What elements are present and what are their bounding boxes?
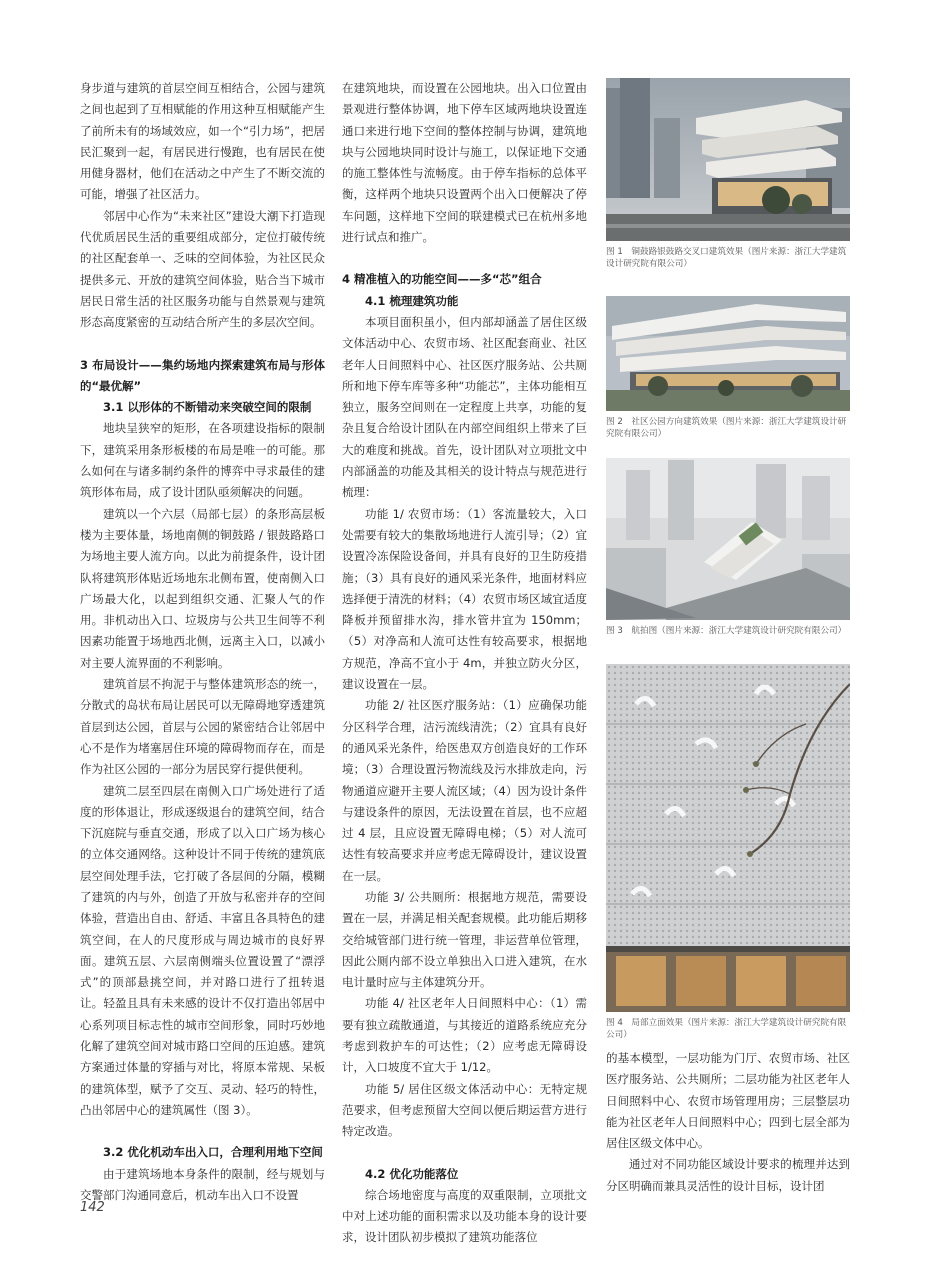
paragraph: 功能 5/ 居住区级文体活动中心：无特定规范要求，但考虑预留大空间以便后期运营方进行特定改造。 [342,1081,587,1139]
subsection-heading-4-2: 4.2 优化功能落位 [365,1166,459,1181]
figure-2-caption: 图 2 社区公园方向建筑效果（图片来源：浙江大学建筑设计研究院有限公司） [606,417,847,439]
figure-3-caption: 图 3 航拍图（图片来源：浙江大学建筑设计研究院有限公司） [606,626,847,636]
paragraph: 由于建筑场地本身条件的限制，经与规划与交警部门沟通同意后，机动车出入口不设置 [80,1166,325,1202]
figure-1-image [606,78,850,241]
section-heading-4: 4 精准植入的功能空间——多“芯”组合 [342,272,542,287]
paragraph: 本项目面积虽小，但内部却涵盖了居住区级文体活动中心、农贸市场、社区配套商业、社区老年人日间照料中心、社区医疗服务站、公共厕所和地下停车库等多种“功能芯”，主体功能相互独立，服务空间则在一定程度上共享，功能的复杂且复合给设计团队在内部空间组织上带来了巨大的难度和挑战。首先，设计团队对立项批文中内部涵盖的功能及其相关的设计特点与规范进行梳理： [342,314,587,500]
paragraph: 综合场地密度与高度的双重限制，立项批文中对上述功能的面积需求以及功能本身的设计要求，设计团队初步模拟了建筑功能落位 [342,1187,587,1245]
figure-3-image [606,458,850,620]
paragraph: 功能 2/ 社区医疗服务站：（1）应确保功能分区科学合理，洁污流线清洗；（2）宜具有良好的通风采光条件，给医患双方创造良好的工作环境；（3）合理设置污物流线及污水排放走向，污物通道应避开主要人流区域；（4）因为设计条件与建设条件的原因，无法设置在首层，也不应超过 4 层，且应设置无障碍电梯；（5）对人流可达性有较高要求并应考虑无障碍设计，建议设置在一层。 [342,698,587,883]
page-number: 142 [80,1200,105,1215]
paragraph: 身步道与建筑的首层空间互相结合，公园与建筑之间也起到了互相赋能的作用这种互相赋能产生了前所未有的场域效应，如一个“引力场”，把居民汇聚到一起，有居民进行慢跑，也有居民在使用健身器材，他们在活动之中产生了不断交流的可能，增强了社区活力。 [80,81,325,202]
text-column-middle [342,78,587,1249]
paragraph: 的基本模型，一层功能为门厅、农贸市场、社区医疗服务站、公共厕所；二层功能为社区老年人日间照料中心、农贸市场管理用房；三层整层功能为社区老年人日间照料中心；四到七层全部为居住区级文体中心。 [606,1051,850,1151]
figure-2 [606,296,850,440]
paragraph: 建筑首层不拘泥于与整体建筑形态的统一，分散式的岛状布局让居民可以无障碍地穿透建筑首层到达公园，首层与公园的紧密结合让邻居中心不是作为堵塞居住环境的障碍物而存在，而是作为社区公园的一部分为居民穿行提供便利。 [80,677,325,777]
paragraph: 通过对不同功能区域设计要求的梳理并达到分区明确而兼具灵活性的设计目标，设计团 [606,1157,850,1193]
paragraph: 建筑二层至四层在南侧入口广场处进行了适度的形体退让，形成逐级退台的建筑空间，结合下沉庭院与垂直交通，形成了以入口广场为核心的立体交通网络。这种设计不同于传统的建筑底层空间处理手法，它打破了各层间的分隔，模糊了建筑的内与外，创造了开放与私密并存的空间体验，营造出自由、舒适、丰富且各具特色的建筑空间，在人的尺度形成与周边城市的良好界面。建筑五层、六层南侧端头位置设置了“漂浮式”的顶部悬挑空间，并对路口进行了扭转退让。轻盈且具有未来感的设计不仅打造出邻居中心系列项目标志性的城市空间形象，同时巧妙地化解了建筑空间对城市路口空间的压迫感。建筑方案通过体量的穿插与对比，将原本常规、呆板的建筑体型，赋予了交互、灵动、轻巧的特性，凸出邻居中心的建筑属性（图 3）。 [80,783,325,1117]
figure-1-caption: 图 1 铜鼓路银鼓路交叉口建筑效果（图片来源：浙江大学建筑设计研究院有限公司） [606,247,847,269]
figure-3 [606,458,850,638]
paragraph: 邻居中心作为“未来社区”建设大潮下打造现代优质居民生活的重要组成部分，定位打破传统的社区配套单一、乏味的空间体验，为社区民众提供多元、开放的建筑空间体验，贴合当下城市居民日常生活的社区服务功能与自然景观与建筑形态高度紧密的互动结合所产生的多层次空间。 [80,208,325,330]
paragraph: 在建筑地块，而设置在公园地块。出入口位置由景观进行整体协调，地下停车区域两地块设置连通口来进行地下空间的整体控制与协调，建筑地块与公园地块同时设计与施工，以保证地下交通的施工整体性与流畅度。由于停车指标的总体平衡，这样两个地块只设置两个出入口便解决了停车问题，这样地下空间的联建模式已在杭州多地进行试点和推广。 [342,81,587,245]
section-heading-3: 3 布局设计——集约场地内探索建筑布局与形体的“最优解” [80,357,325,393]
subsection-heading-4-1: 4.1 梳理建筑功能 [365,293,459,308]
text-column-left [80,78,325,1206]
figure-4 [606,664,850,1041]
paragraph: 功能 3/ 公共厕所：根据地方规范，需要设置在一层，并满足相关配套规模。此功能后期移交给城管部门进行统一管理，非运营单位管理，因此公厕内部不设立单独出入口进入建筑，在水电计量时应与主体建筑分开。 [342,889,587,990]
subsection-heading-3-2: 3.2 优化机动车出入口，合理利用地下空间 [103,1145,323,1160]
subsection-heading-3-1: 3.1 以形体的不断错动来突破空间的限制 [103,400,312,415]
text-column-right [606,1048,850,1197]
figure-4-image [606,664,850,1012]
figure-4-caption: 图 4 局部立面效果（图片来源：浙江大学建筑设计研究院有限公司） [606,1018,847,1040]
figure-2-image [606,296,850,411]
paragraph: 地块呈狭窄的矩形，在各项建设指标的限制下，建筑采用条形板楼的布局是唯一的可能。那么如何在与诸多制约条件的博弈中寻求最佳的建筑形体布局，成了设计团队亟须解决的问题。 [80,421,325,500]
paragraph: 建筑以一个六层（局部七层）的条形高层板楼为主要体量，场地南侧的铜鼓路 / 银鼓路路口为场地主要人流方向。以此为前提条件，设计团队将建筑形体贴近场地东北侧布置，使南侧入口广场最大化，以起到组织交通、汇聚人气的作用。非机动出入口、垃圾房与公共卫生间等不利因素功能置于场地西北侧，远离主入口，以减小对主要人流界面的不利影响。 [80,506,325,670]
figure-1 [606,78,850,270]
paragraph: 功能 4/ 社区老年人日间照料中心：（1）需要有独立疏散通道，与其接近的道路系统应充分考虑到救护车的可达性；（2）应考虑无障碍设计，入口坡度不宜大于 1/12。 [342,996,587,1075]
paragraph: 功能 1/ 农贸市场：（1）客流量较大，入口处需要有较大的集散场地进行人流引导；（2）宜设置冷冻保险设备间，并具有良好的卫生防疫措施；（3）具有良好的通风采光条件，地面材料应选择便于清洗的材料；（4）农贸市场区域宜适度降板并预留排水沟，排水管井宜为 150mm；（5）对净高和人流可达性有较高要求，根据地方规范，净高不宜小于 4m，并独立防火分区，建议设置在一层。 [342,506,587,692]
